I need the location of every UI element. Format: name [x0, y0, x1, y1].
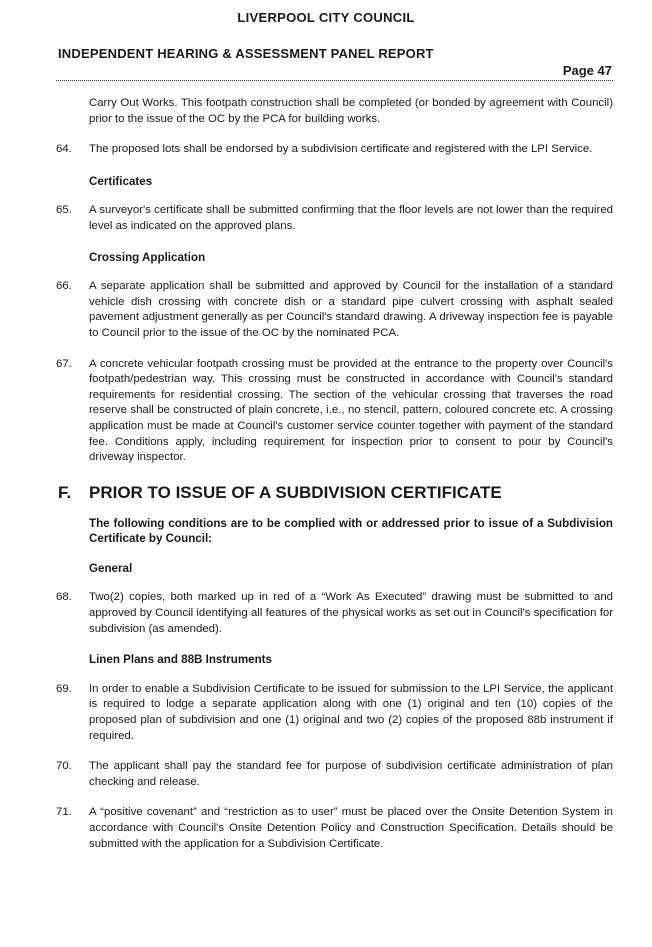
condition-text: A “positive covenant” and “restriction as to user” must be placed over the Onsite Detention System in accordance with Council's Onsite Detention Policy and Construction Specification. Details should be submitted with the application for a Subdivision Certificate. — [89, 806, 613, 850]
heading-general: General — [89, 561, 133, 575]
condition-text: Two(2) copies, both marked up in red of a “Work As Executed” drawing must be submitted to and approved by Council identifying all features of the physical works as set out in Council's specification for subdivision (as amended). — [89, 591, 613, 635]
section-letter: F. — [58, 482, 72, 502]
condition-64 — [56, 142, 613, 158]
condition-number: 67. — [56, 357, 72, 370]
report-title: INDEPENDENT HEARING & ASSESSMENT PANEL REPORT — [58, 46, 434, 61]
condition-text: The applicant shall pay the standard fee for purpose of subdivision certificate administration of plan checking and release. — [89, 760, 613, 788]
condition-text: A separate application shall be submitted and approved by Council for the installation of a standard vehicle dish crossing with concrete dish or a standard pipe culvert crossing with asphalt sealed pavement adjustment generally as per Council's standard drawing. A driveway inspection fee is payable to Council prior to the issue of the OC by the nominated PCA. — [89, 280, 613, 339]
condition-text: In order to enable a Subdivision Certificate to be issued for submission to the LPI Service, the applicant is required to lodge a separate application along with one (1) original and ten (10) copies of the proposed plan of subdivision and one (1) original and two (2) copies of the proposed 88b instrument if required. — [89, 682, 613, 742]
heading-certificates: Certificates — [89, 174, 153, 188]
condition-71 — [56, 805, 613, 852]
condition-67 — [56, 357, 613, 466]
header-divider — [56, 80, 613, 81]
heading-crossing-application: Crossing Application — [89, 250, 206, 264]
section-intro: The following conditions are to be complied with or addressed prior to issue of a Subdivision Certificate by Council: — [89, 516, 613, 546]
council-name: LIVERPOOL CITY COUNCIL — [237, 10, 415, 25]
condition-text: A surveyor's certificate shall be submitted confirming that the floor levels are not lower than the required level as indicated on the approved plans. — [89, 204, 613, 232]
condition-number: 69. — [56, 682, 72, 695]
condition-number: 64. — [56, 143, 72, 156]
page-number: Page 47 — [562, 63, 612, 78]
section-heading-f — [58, 483, 613, 503]
condition-number: 71. — [56, 806, 72, 819]
section-title: PRIOR TO ISSUE OF A SUBDIVISION CERTIFICATE — [89, 482, 502, 502]
condition-68 — [56, 590, 613, 637]
document-body — [0, 96, 652, 852]
condition-number: 68. — [56, 591, 72, 604]
paragraph-63-continued: Carry Out Works. This footpath construction shall be completed (or bonded by agreement with Council) prior to the issue of the OC by the PCA for building works. — [89, 97, 613, 125]
condition-70 — [56, 759, 613, 790]
condition-text: The proposed lots shall be endorsed by a subdivision certificate and registered with the LPI Service. — [89, 143, 593, 156]
condition-number: 65. — [56, 204, 72, 217]
condition-69 — [56, 682, 613, 744]
heading-linen-plans: Linen Plans and 88B Instruments — [89, 653, 272, 667]
condition-text: A concrete vehicular footpath crossing must be provided at the entrance to the property over Council's footpath/pedestrian way. This crossing must be constructed in accordance with Council's standard requirements for residential crossing. The section of the vehicular crossing that traverses the road reserve shall be constructed of plain concrete, i.e., no stencil, pattern, coloured concrete etc. A crossing application must be made at Council's customer service counter together with payment of the standard fee. Conditions apply, including requirement for inspection prior to consent to pour by Council's driveway inspector. — [89, 357, 613, 464]
condition-number: 70. — [56, 760, 72, 773]
condition-66 — [56, 279, 613, 341]
condition-65 — [56, 203, 613, 234]
condition-number: 66. — [56, 280, 72, 293]
